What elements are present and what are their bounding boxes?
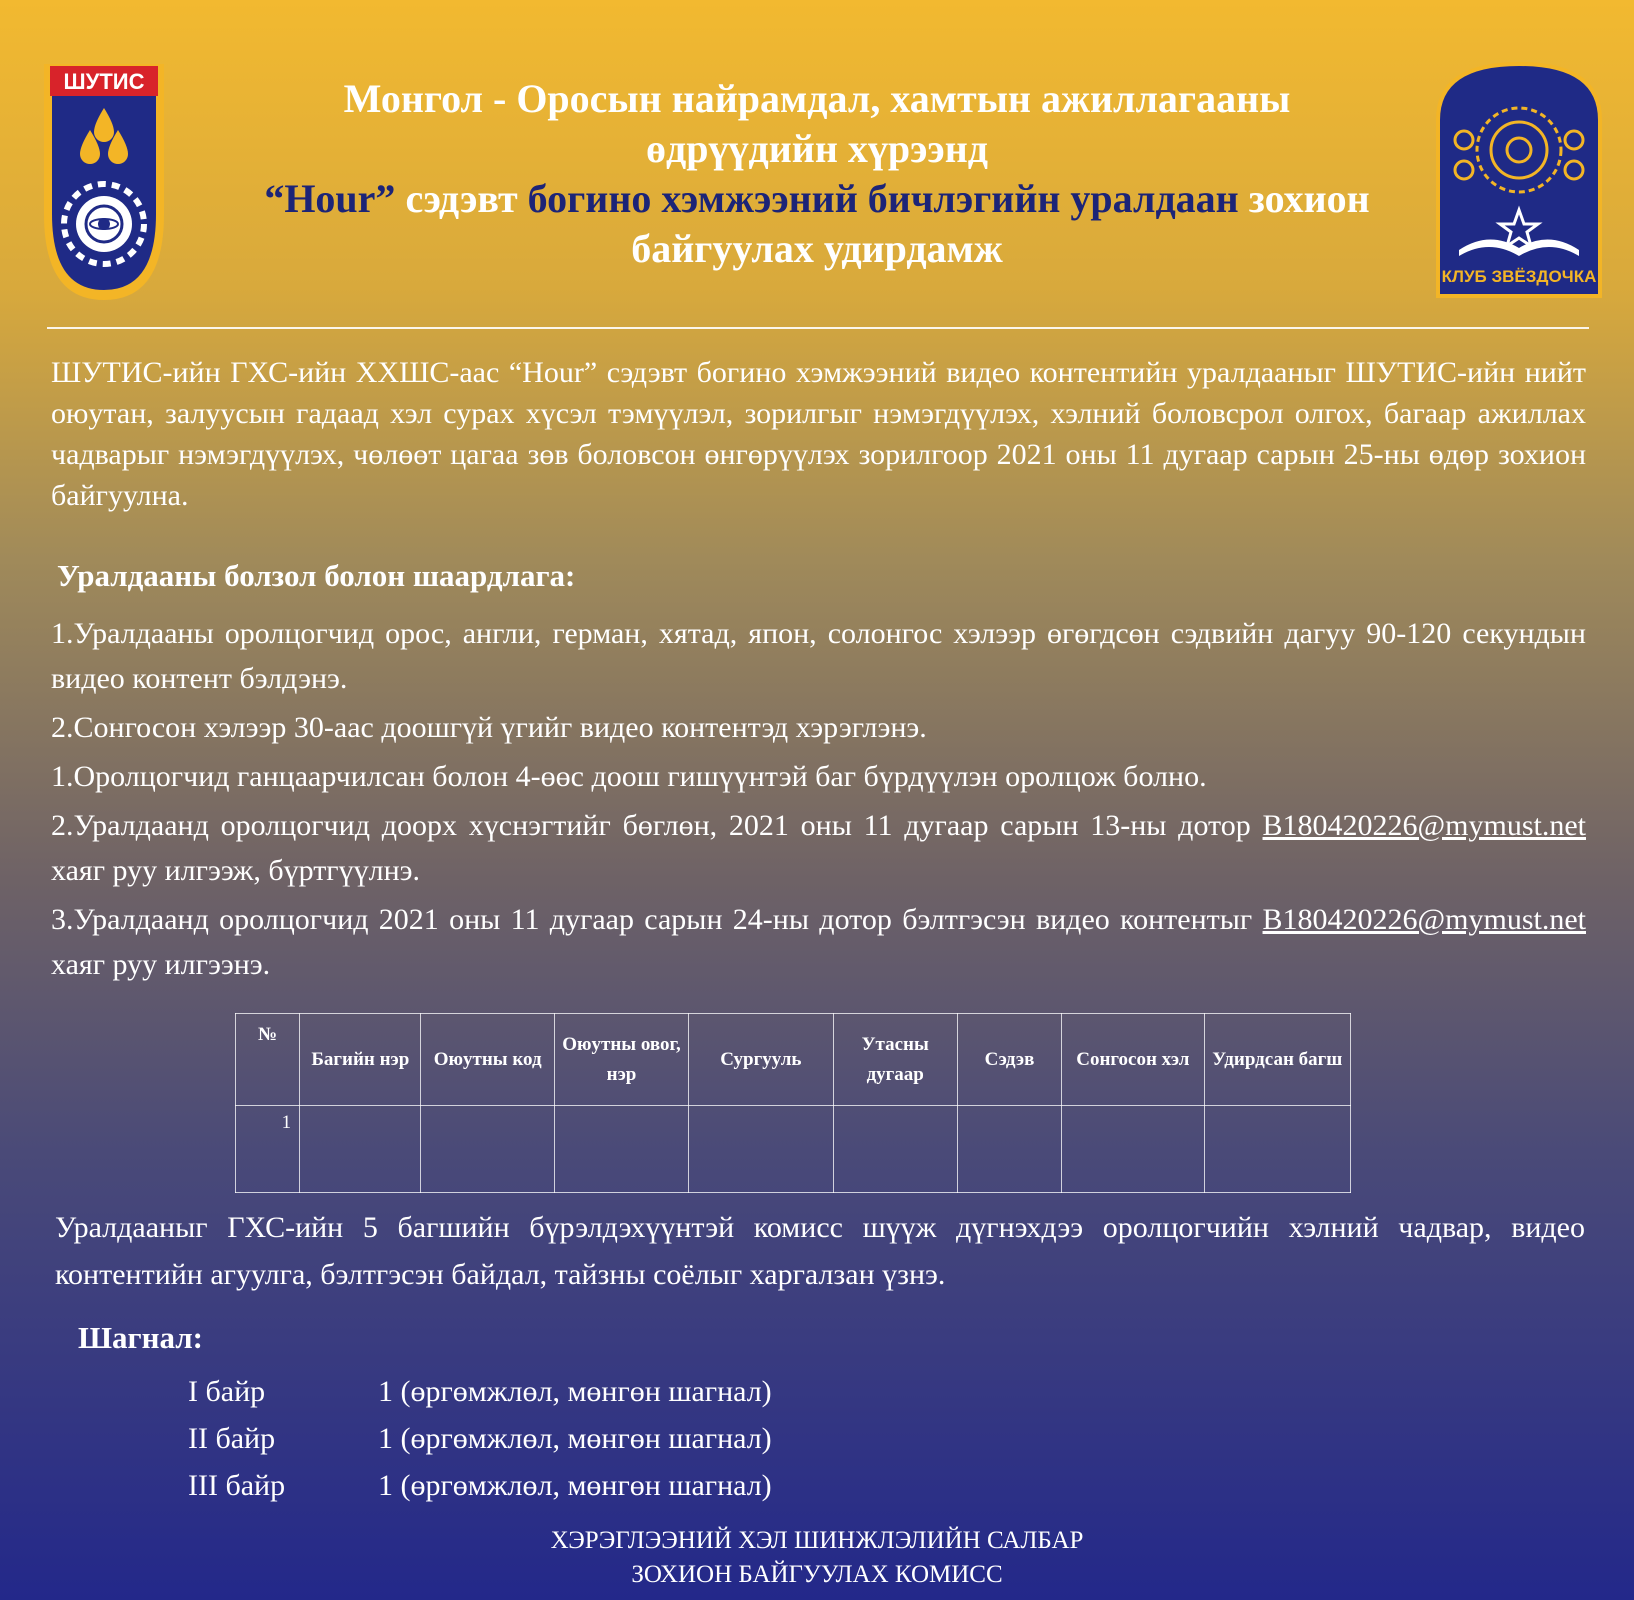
award-prize: 1 (өргөмжлөл, мөнгөн шагнал) (378, 1422, 772, 1455)
requirement-text: 2.Уралдаанд оролцогчид доорх хүснэгтийг бөглөн, 2021 оны 11 дугаар сарын 13-ны дотор (51, 809, 1263, 842)
title-line-4: байгуулах удирдамж (631, 226, 1003, 271)
table-cell (1062, 1106, 1204, 1193)
column-header: Сонгосон хэл (1062, 1014, 1204, 1106)
award-row (188, 1462, 772, 1509)
footer-line-1: ХЭРЭГЛЭЭНИЙ ХЭЛ ШИНЖЛЭЛИЙН САЛБАР (550, 1527, 1084, 1554)
intro-paragraph: ШУТИС-ийн ГХС-ийн ХХШС-аас “Hour” сэдэвт богино хэмжээний видео контентийн уралдааныг ШУТИС-ийн нийт оюутан, залуусын гадаад хэл сурах хүсэл тэмүүлэл, зорилгыг нэмэгдүүлэх, хэлний боловсрол олгох, багаар ажиллах чадварыг нэмэгдүүлэх, чөлөөт цагаа зөв боловсон өнгөрүүлэх зорилгоор 2021 оны 11 дугаар сарын 25-ны өдөр зохион байгуулна. (51, 356, 1586, 512)
column-header: Утасны дугаар (833, 1014, 957, 1106)
requirement-tail: хаяг руу илгээж, бүртгүүлнэ. (51, 854, 421, 887)
table-cell (300, 1106, 421, 1193)
header-divider (47, 327, 1589, 329)
title-topic: сэдэвт (395, 176, 528, 221)
requirement-item (51, 897, 1586, 987)
award-prize: 1 (өргөмжлөл, мөнгөн шагнал) (378, 1375, 772, 1408)
award-place: II байр (188, 1422, 276, 1455)
title-line-2: өдрүүдийн хүрээнд (646, 126, 988, 171)
column-header: Оюутны овог, нэр (554, 1014, 688, 1106)
awards-heading: Шагнал: (78, 1320, 203, 1355)
footer-line-2: ЗОХИОН БАЙГУУЛАХ КОМИСС (631, 1561, 1003, 1588)
must-logo (40, 64, 168, 300)
club-logo-text: КЛУБ ЗВЁЗДОЧКА (1441, 267, 1597, 286)
table-cell (1204, 1106, 1350, 1193)
email-link[interactable]: B180420226@mymust.net (1262, 809, 1586, 842)
requirement-tail: хаяг руу илгээнэ. (51, 948, 271, 981)
column-header: Удирдсан багш (1204, 1014, 1350, 1106)
requirements-heading: Уралдааны болзол болон шаардлага: (57, 558, 576, 593)
title-line-3 (180, 174, 1454, 224)
award-row (188, 1415, 772, 1462)
footer-organizer (417, 1524, 1217, 1592)
registration-table (235, 1013, 1351, 1193)
column-header: Сургууль (689, 1014, 833, 1106)
table-cell (833, 1106, 957, 1193)
column-header: Оюутны код (421, 1014, 554, 1106)
requirement-item: 2.Сонгосон хэлээр 30-аас доошгүй үгийг видео контентэд хэрэглэнэ. (51, 711, 927, 744)
requirement-item: 1.Уралдааны оролцогчид орос, англи, герман, хятад, япон, солонгос хэлээр өгөгдсөн сэдвийн дагуу 90-120 секундын видео контент бэлдэнэ. (51, 617, 1586, 695)
table-row (236, 1106, 1351, 1193)
award-place: III байр (188, 1469, 286, 1502)
table-cell-number: 1 (236, 1106, 300, 1193)
table-cell (689, 1106, 833, 1193)
evaluation-paragraph: Уралдааныг ГХС-ийн 5 багшийн бүрэлдэхүүнтэй комисс шүүж дүгнэхдээ оролцогчийн хэлний чадвар, видео контентийн агуулга, бэлтгэсэн байдал, тайзны соёлыг харгалзан үзнэ. (55, 1211, 1585, 1291)
table-cell (554, 1106, 688, 1193)
column-header: № (236, 1014, 300, 1106)
award-prize: 1 (өргөмжлөл, мөнгөн шагнал) (378, 1469, 772, 1502)
title-organize: зохион (1238, 176, 1370, 221)
table-cell (421, 1106, 554, 1193)
table-header-row (236, 1014, 1351, 1106)
column-header: Багийн нэр (300, 1014, 421, 1106)
page-title (180, 74, 1454, 274)
requirement-text: 3.Уралдаанд оролцогчид 2021 оны 11 дугаар сарын 24-ны дотор бэлтгэсэн видео контентыг (51, 903, 1263, 936)
requirements-list (51, 611, 1586, 991)
table-cell (957, 1106, 1061, 1193)
award-place: I байр (188, 1375, 266, 1408)
must-logo-text: ШУТИС (63, 69, 145, 94)
requirement-item (51, 803, 1586, 893)
title-contest: богино хэмжээний бичлэгийн уралдаан (527, 176, 1239, 221)
column-header: Сэдэв (957, 1014, 1061, 1106)
requirement-item: 1.Оролцогчид ганцаарчилсан болон 4-өөс доош гишүүнтэй баг бүрдүүлэн оролцож болно. (51, 760, 1207, 793)
awards-list (188, 1368, 772, 1509)
title-hour: “Hour” (264, 176, 396, 221)
title-line-1: Монгол - Оросын найрамдал, хамтын ажиллагааны (343, 76, 1291, 121)
club-logo (1434, 60, 1604, 300)
email-link[interactable]: B180420226@mymust.net (1262, 903, 1586, 936)
award-row (188, 1368, 772, 1415)
